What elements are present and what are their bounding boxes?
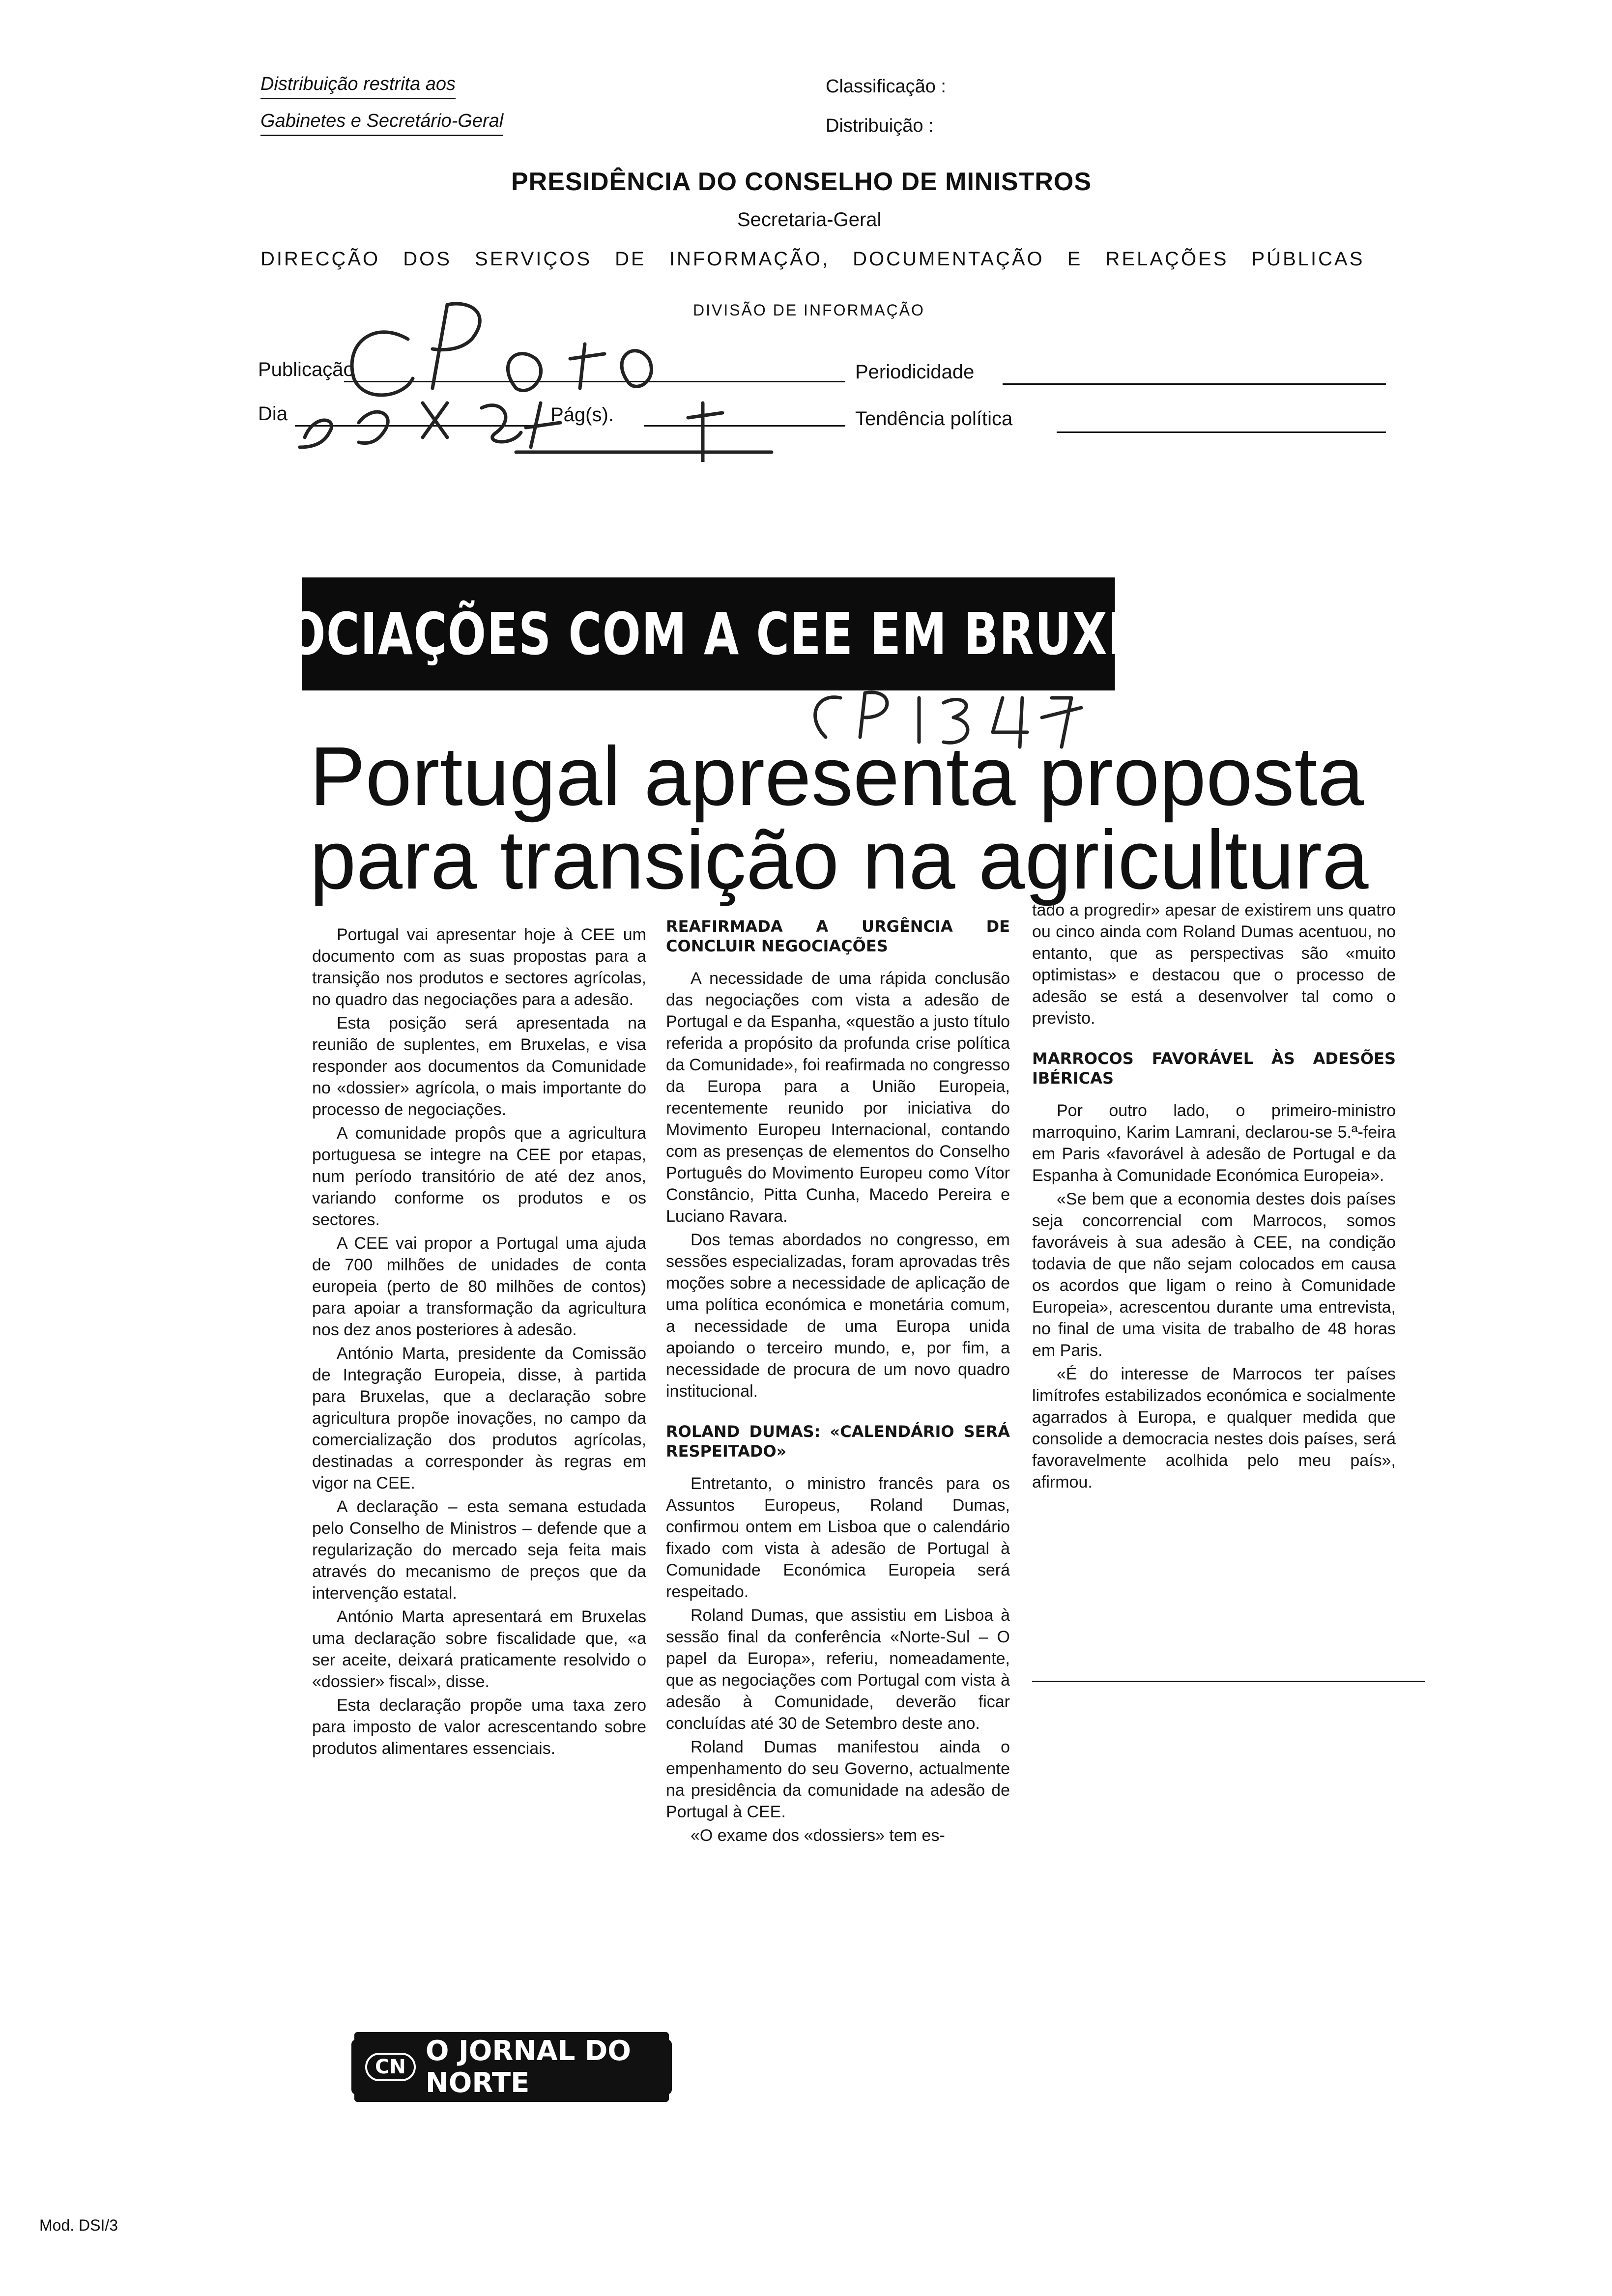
distribution-note-line1: Distribuição restrita aos (260, 74, 456, 99)
paragraph: A declaração – esta semana estudada pelo Conselho de Ministros – defende que a regularização do mercado seja feita mais através do mecanismo de preços que da intervenção estatal. (312, 1497, 646, 1603)
paragraph: António Marta apresentará em Bruxelas uma declaração sobre fiscalidade que, «a ser aceite, deixará praticamente resolvido o «dossier» fiscal», disse. (312, 1607, 646, 1691)
section-heading: REAFIRMADA A URGÊNCIA DE CONCLUIR NEGOCIAÇÕES (666, 917, 1010, 955)
banner-text: NEGOCIAÇÕES COM A CEE EM BRUXELAS (179, 600, 1238, 668)
day-label: Dia (258, 403, 288, 425)
article-column-2 (666, 912, 1010, 1848)
paragraph: Entretanto, o ministro francês para os Assuntos Europeus, Roland Dumas, confirmou ontem em Lisboa que o calendário fixado com vista à adesão de Portugal à Comunidade Económica Europeia será respeitado. (666, 1474, 1010, 1601)
political-tendency-line (1057, 431, 1386, 433)
document-subtitle: Secretaria-Geral (737, 209, 882, 230)
form-model-code: Mod. DSI/3 (39, 2216, 118, 2234)
paragraph: «Se bem que a economia destes dois países seja concorrencial com Marrocos, somos favoráveis à sua adesão à CEE, na condição todavia de que não sejam colocados em causa os acordos que ligam o reino à Comunidade Europeia», acrescentou durante uma entrevista, no final de uma visita de trabalho de 48 horas em Paris. (1032, 1190, 1396, 1360)
political-tendency-label: Tendência política (855, 408, 1013, 430)
article-column-3 (1032, 899, 1396, 1495)
distribution-label: Distribuição : (826, 115, 934, 136)
paragraph: A comunidade propôs que a agricultura portuguesa se integre na CEE por etapas, num período transitório de até dez anos, variando conforme os produtos e os sectores. (312, 1124, 646, 1229)
paragraph: Portugal vai apresentar hoje à CEE um documento com as suas propostas para a transição nos produtos e sectores agrícolas, no quadro das negociações para a adesão. (312, 925, 646, 1009)
paragraph: A CEE vai propor a Portugal uma ajuda de 700 milhões de unidades de conta europeia (perto de 80 milhões de contos) para apoiar a transformação da agricultura nos dez anos posteriores à adesão. (312, 1234, 646, 1339)
paragraph: António Marta, presidente da Comissão de Integração Europeia, disse, à partida para Bruxelas, que a declaração sobre agricultura propõe inovações, no campo da comercialização dos produtos agrícolas, destinadas a corresponder às regras em vigor na CEE. (312, 1344, 646, 1492)
periodicity-line (1003, 383, 1386, 385)
paragraph: Roland Dumas manifestou ainda o empenhamento do seu Governo, actualmente na presidência da comunidade na adesão de Portugal à CEE. (666, 1738, 1010, 1821)
paragraph: «É do interesse de Marrocos ter países limítrofes estabilizados económica e socialmente agarrados à Europa, e qualquer medida que consolide a democracia nestes dois países, será favoravelmente acolhida pelo meu país», afirmou. (1032, 1365, 1396, 1492)
article-column-1 (312, 924, 646, 1761)
publication-label: Publicação (258, 359, 354, 380)
section-heading: MARROCOS FAVORÁVEL ÀS ADESÕES IBÉRICAS (1032, 1049, 1396, 1088)
division-line: DIVISÃO DE INFORMAÇÃO (693, 301, 925, 319)
paragraph: Por outro lado, o primeiro-ministro marroquino, Karim Lamrani, declarou-se 5.ª-feira em Paris «favorável à adesão de Portugal e da Espanha à Comunidade Económica Europeia». (1032, 1101, 1396, 1185)
distribution-note-line2: Gabinetes e Secretário-Geral (260, 111, 503, 136)
column-end-rule (1032, 1681, 1425, 1682)
paragraph: A necessidade de uma rápida conclusão das negociações com vista a adesão de Portugal e da Espanha, «questão a justo título referida a propósito da profunda crise política da Comunidade», foi reafirmada no congresso da Europa para a União Europeia, recentemente reunido por iniciativa do Movimento Europeu Internacional, contando com as presenças de elementos do Conselho Português do Movimento Europeu como Vítor Constâncio, Pitta Cunha, Macedo Pereira e Luciano Ravara. (666, 969, 1010, 1226)
logo-badge: CN (365, 2053, 416, 2081)
logo-text: O JORNAL DO NORTE (425, 2035, 631, 2099)
paragraph: Esta posição será apresentada na reunião de suplentes, em Bruxelas, e visa responder aos documentos da Comunidade no «dossier» agrícola, o mais importante do processo de negociações. (312, 1014, 646, 1119)
classification-label: Classificação : (826, 76, 946, 97)
article-banner (179, 577, 1238, 690)
paragraph: «O exame dos «dossiers» tem es- (691, 1826, 945, 1845)
paragraph: Roland Dumas, que assistiu em Lisboa à sessão final da conferência «Norte-Sul – O papel da Europa», referiu, nomeadamente, que as negociações com Portugal com vista à adesão à Comunidade, deverão ficar concluídas até 30 de Setembro deste ano. (666, 1606, 1010, 1733)
headline-line2: para transição na agricultura (310, 813, 1369, 907)
paragraph: tado a progredir» apesar de existirem uns quatro ou cinco ainda com Roland Dumas acentuou, no entanto, que as perspectivas são «muito optimistas» e destacou que o processo de adesão se está a desenvolver tal como o previsto. (1032, 901, 1396, 1028)
paragraph: Dos temas abordados no congresso, em sessões especializadas, foram aprovadas três moções sobre a necessidade de aplicação de uma política económica e monetária comum, a necessidade de uma Europa unida apoiando o terceiro mundo, e, por fim, a necessidade de procura de um novo quadro institucional. (666, 1231, 1010, 1401)
newspaper-logo (351, 2035, 672, 2099)
document-title: PRESIDÊNCIA DO CONSELHO DE MINISTROS (511, 168, 1092, 196)
periodicity-label: Periodicidade (855, 361, 975, 383)
logo-plate (354, 2032, 669, 2102)
headline-line1: Portugal apresenta proposta (310, 730, 1364, 823)
handwritten-annotation-icon (285, 285, 855, 462)
pages-label: Pág(s). (550, 404, 614, 426)
section-heading: ROLAND DUMAS: «CALENDÁRIO SERÁ RESPEITADO» (666, 1422, 1010, 1461)
paragraph: Esta declaração propõe uma taxa zero para imposto de valor acrescentando sobre produtos alimentares essenciais. (312, 1696, 646, 1758)
direction-line: DIRECÇÃO DOS SERVIÇOS DE INFORMAÇÃO, DOCUMENTAÇÃO E RELAÇÕES PÚBLICAS (260, 248, 1365, 270)
